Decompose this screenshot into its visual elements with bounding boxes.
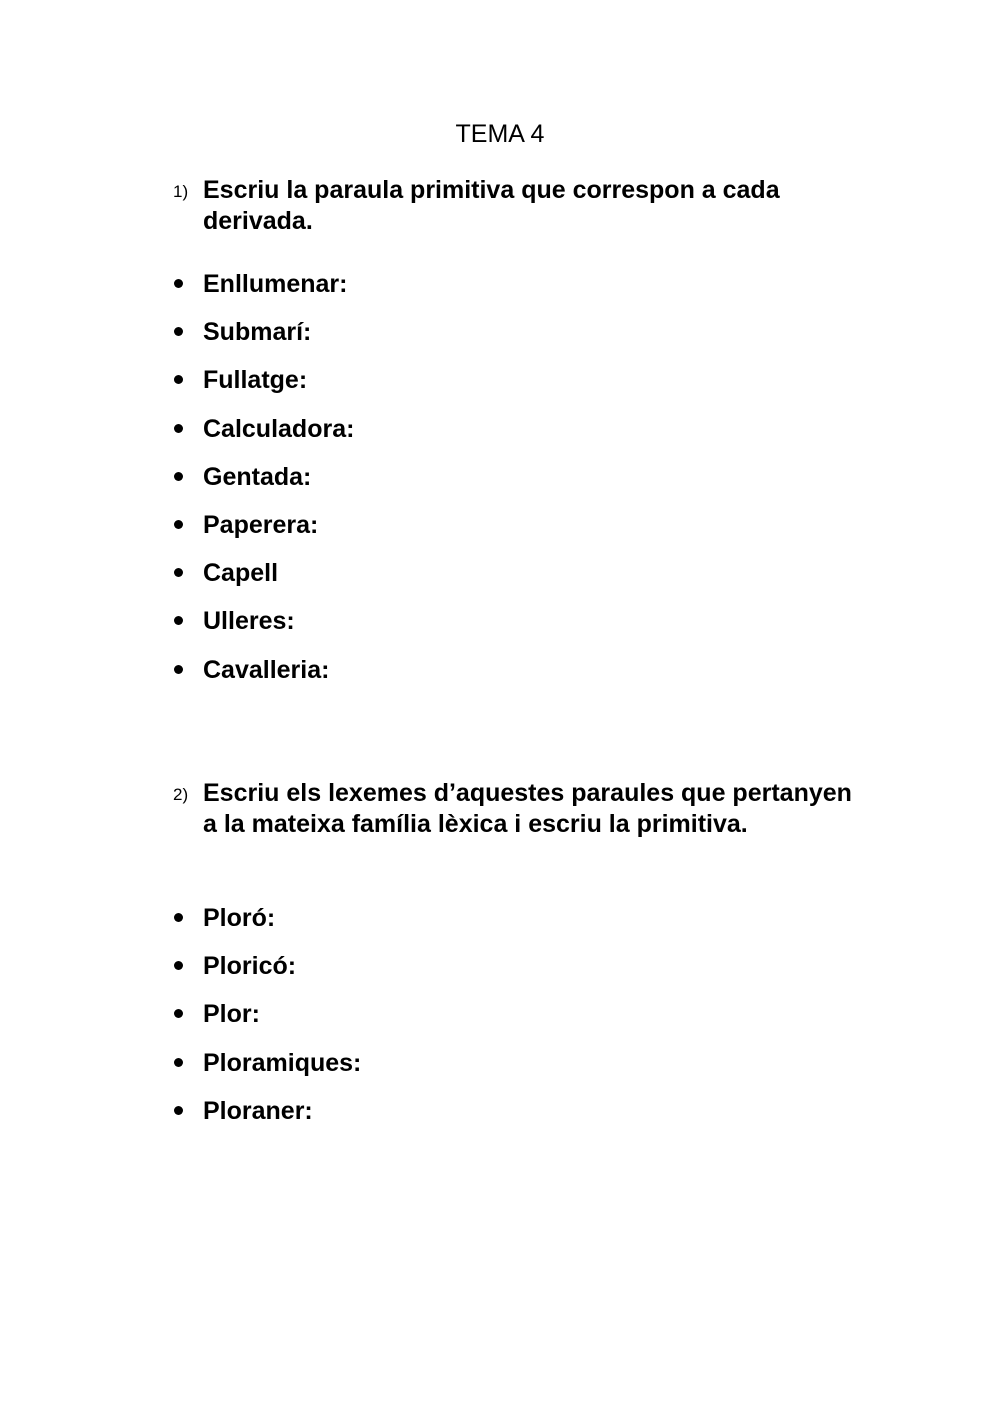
bullet-icon — [174, 568, 183, 577]
question-2 — [173, 778, 853, 840]
question-2-text: Escriu els lexemes d’aquestes paraules que pertanyen a la mateixa família lèxica i escriu la primitiva. — [203, 779, 852, 838]
bullet-icon — [174, 961, 183, 970]
question-1-text: Escriu la paraula primitiva que correspon a cada derivada. — [203, 176, 780, 235]
question-1 — [173, 175, 853, 237]
bullet-icon — [174, 1009, 183, 1018]
bullet-icon — [174, 1058, 183, 1067]
question-1-number: 1) — [173, 182, 189, 201]
page-title: TEMA 4 — [455, 120, 545, 148]
bullet-icon — [174, 913, 183, 922]
bullet-icon — [174, 665, 183, 674]
bullet-icon — [174, 424, 183, 433]
bullet-icon — [174, 472, 183, 481]
worksheet-page: TEMA 4 1) Escriu la paraula primitiva que correspon a cada derivada. Enllumenar: Submarí: Fullatge: Calculadora: Gentada: Paperera: Capell Ulleres: Cavalleria: 2) Escriu els lexemes d’aquestes paraules que pertanyen a la mateixa família lèxica i escriu la primitiva. Ploró: Ploricó: Plor: Ploramiques: Ploraner: — [0, 0, 1000, 1413]
bullet-icon — [174, 1106, 183, 1115]
bullet-icon — [174, 520, 183, 529]
bullet-icon — [174, 616, 183, 625]
bullet-icon — [174, 327, 183, 336]
bullet-icon — [174, 279, 183, 288]
bullet-icon — [174, 375, 183, 384]
question-2-number: 2) — [173, 785, 189, 804]
